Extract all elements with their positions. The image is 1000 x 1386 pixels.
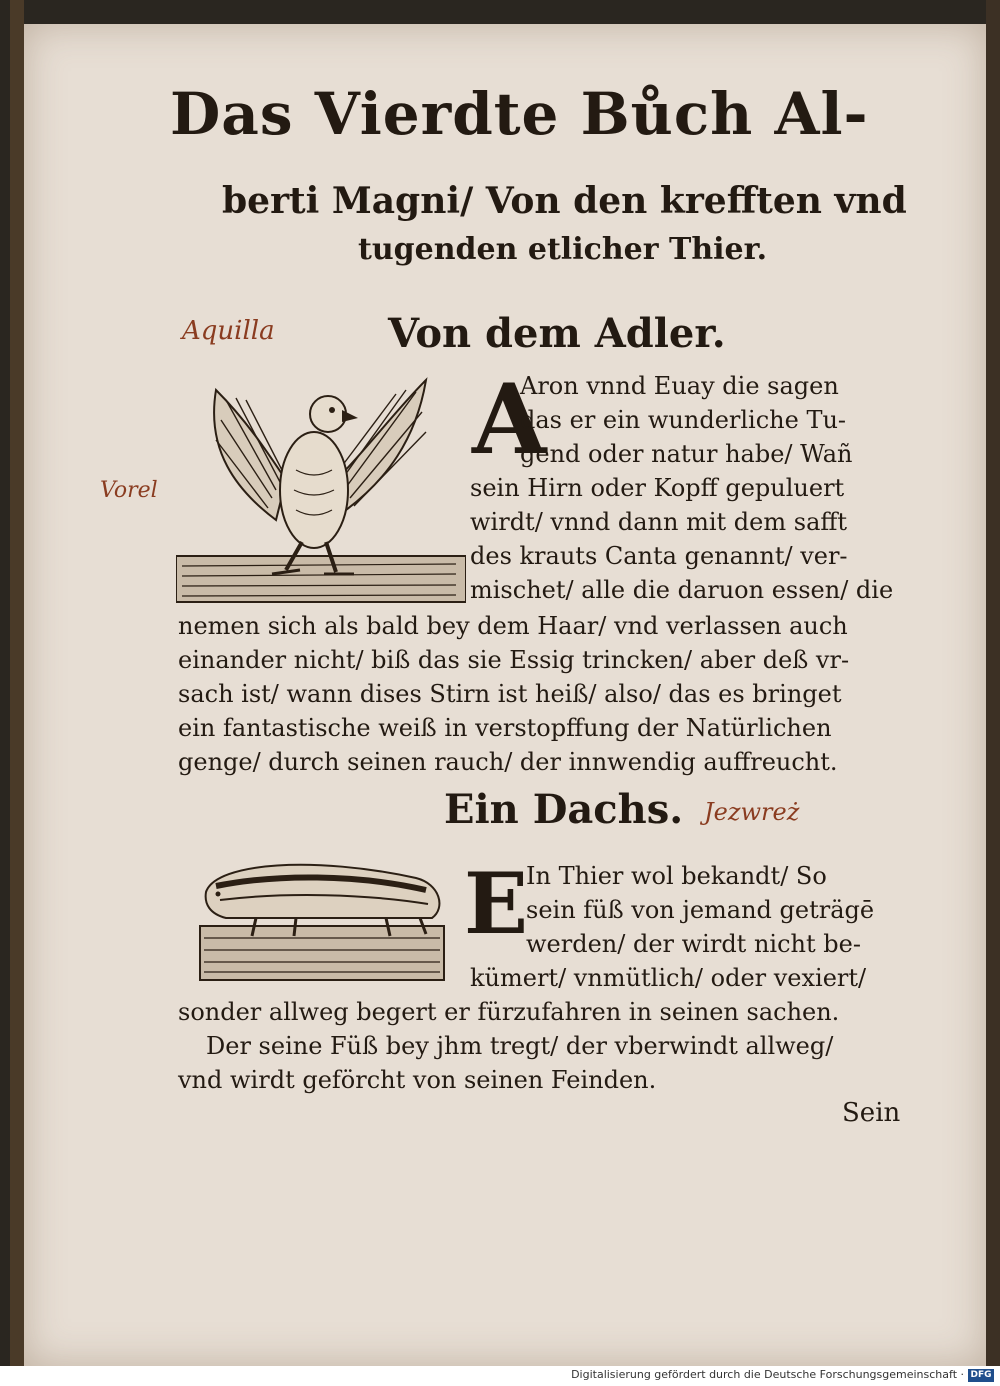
eagle-text-line: sach ist/ wann dises Stirn ist heiß/ also/ das es bringet	[178, 680, 842, 708]
eagle-text-line: nemen sich als bald bey dem Haar/ vnd verlassen auch	[178, 612, 848, 640]
dfg-logo-icon: DFG	[968, 1369, 994, 1382]
margin-note-aquilla: Aquilla	[182, 316, 275, 346]
eagle-text-line: des krauts Canta genannt/ ver-	[470, 542, 848, 570]
eagle-text-line: einander nicht/ biß das sie Essig trincken/ aber deß vr-	[178, 646, 850, 674]
drop-cap-a: A	[472, 363, 547, 476]
section-heading-eagle: Von dem Adler.	[388, 310, 726, 357]
eagle-woodcut	[176, 370, 466, 608]
section-heading-badger: Ein Dachs.	[444, 786, 684, 833]
badger-text-line: werden/ der wirdt nicht be-	[526, 930, 861, 958]
title-line-2: berti Magni/ Von den krefften vnd	[222, 180, 907, 222]
eagle-text-line: Aron vnnd Euay die sagen	[520, 372, 839, 400]
badger-text-line: In Thier wol bekandt/ So	[526, 862, 827, 890]
title-line-1: Das Vierdte Bůch Al-	[170, 80, 869, 148]
eagle-text-line: wirdt/ vnnd dann mit dem safft	[470, 508, 848, 536]
eagle-text-line: mischet/ alle die daruon essen/ die	[470, 576, 894, 604]
catchword: Sein	[842, 1098, 901, 1128]
eagle-text-line: ein fantastische weiß in verstopffung der Natürlichen	[178, 714, 832, 742]
eagle-text-line: sein Hirn oder Kopff gepuluert	[470, 474, 845, 502]
eagle-text-line: das er ein wunderliche Tu-	[520, 406, 847, 434]
book-edge-left	[10, 0, 24, 1366]
title-line-3: tugenden etlicher Thier.	[358, 232, 768, 267]
footer-bar	[0, 1366, 1000, 1386]
eagle-text-line: gend oder natur habe/ Wañ	[520, 440, 853, 468]
eagle-text-line: genge/ durch seinen rauch/ der innwendig auffreucht.	[178, 748, 838, 776]
badger-text-line: kümert/ vnmütlich/ oder vexiert/	[470, 964, 867, 992]
book-edge-right	[986, 0, 1000, 1366]
badger-text-line: Der seine Füß bey jhm tregt/ der vberwindt allweg/	[206, 1032, 834, 1060]
badger-text-line: sonder allweg begert er fürzufahren in seinen sachen.	[178, 998, 840, 1026]
badger-text-line: sein füß von jemand geträgē	[526, 896, 875, 924]
drop-cap-e: E	[464, 854, 529, 953]
badger-woodcut	[196, 852, 456, 984]
badger-text-line: vnd wirdt geförcht von seinen Feinden.	[178, 1066, 657, 1094]
margin-note-jezwrez: Jezwreż	[704, 798, 800, 826]
margin-note-vorel: Vorel	[100, 478, 158, 503]
footer-credit: Digitalisierung gefördert durch die Deutsche Forschungsgemeinschaft ·	[571, 1368, 964, 1381]
